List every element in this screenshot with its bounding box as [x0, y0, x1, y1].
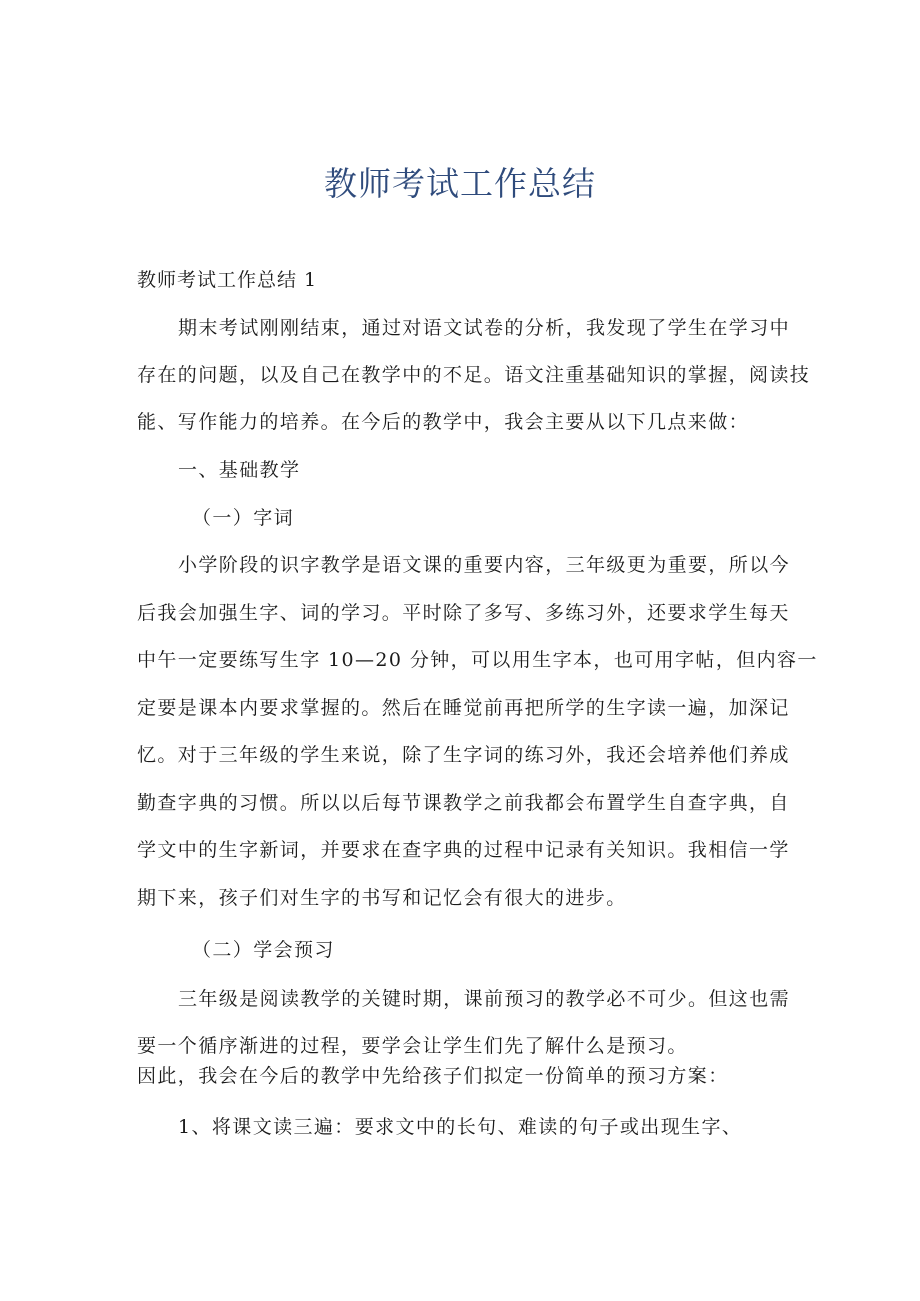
subsection-heading-preview: （二）学会预习: [192, 939, 335, 961]
paragraph-line: 要一个循序渐进的过程，要学会让学生们先了解什么是预习。: [137, 1035, 688, 1057]
paragraph-line: 定要是课本内要求掌握的。然后在睡觉前再把所学的生字读一遍，加深记: [137, 697, 790, 719]
paragraph-line: 忆。对于三年级的学生来说，除了生字词的练习外，我还会培养他们养成: [137, 744, 790, 766]
paragraph-line: 期末考试刚刚结束，通过对语文试卷的分析，我发现了学生在学习中: [178, 317, 791, 339]
subsection-heading-characters: （一）字词: [192, 507, 295, 529]
section-subtitle: 教师考试工作总结 1: [137, 269, 318, 291]
list-item: 1、将课文读三遍：要求文中的长句、难读的句子或出现生字、: [178, 1116, 743, 1138]
paragraph-line: 期下来，孩子们对生字的书写和记忆会有很大的进步。: [137, 887, 627, 909]
paragraph-line: 存在的问题，以及自己在教学中的不足。语文注重基础知识的掌握，阅读技: [137, 364, 811, 386]
paragraph-line: 中午一定要练写生字 10—20 分钟，可以用生字本，也可用字帖，但内容一: [137, 649, 818, 671]
document-title: 教师考试工作总结: [324, 164, 596, 203]
paragraph-line: 勤查字典的习惯。所以以后每节课教学之前我都会布置学生自查字典，自: [137, 792, 790, 814]
paragraph-line: 小学阶段的识字教学是语文课的重要内容，三年级更为重要，所以今: [178, 554, 791, 576]
paragraph-line: 学文中的生字新词，并要求在查字典的过程中记录有关知识。我相信一学: [137, 839, 790, 861]
section-heading-basic-teaching: 一、基础教学: [178, 459, 301, 481]
paragraph-line: 后我会加强生字、词的学习。平时除了多写、多练习外，还要求学生每天: [137, 602, 790, 624]
paragraph-line: 三年级是阅读教学的关键时期，课前预习的教学必不可少。但这也需: [178, 988, 791, 1010]
paragraph-line: 能、写作能力的培养。在今后的教学中，我会主要从以下几点来做：: [137, 411, 750, 433]
paragraph-line: 因此，我会在今后的教学中先给孩子们拟定一份简单的预习方案：: [137, 1065, 729, 1087]
